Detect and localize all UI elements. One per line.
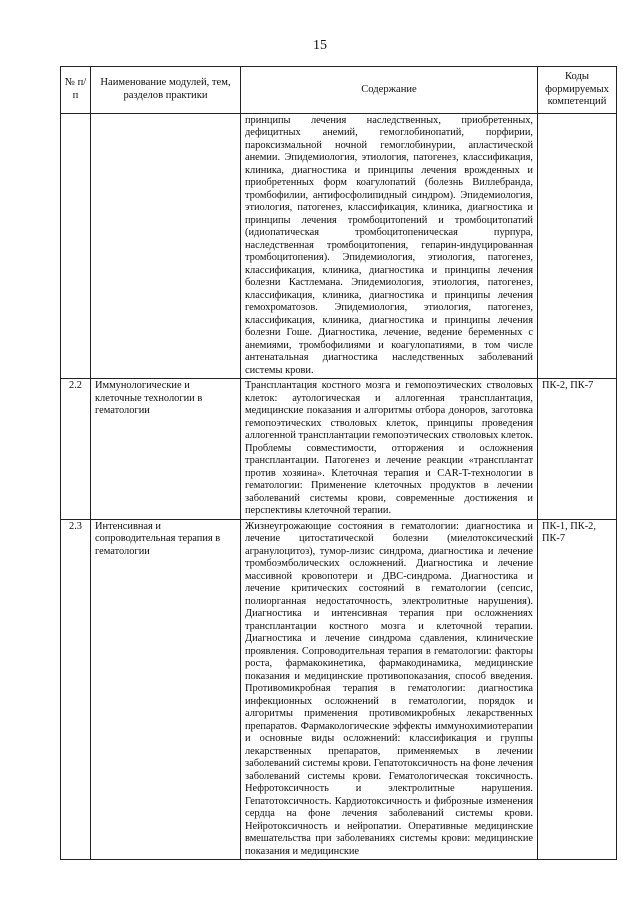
row-codes [538, 113, 617, 379]
row-name [91, 113, 241, 379]
row-content: Жизнеугрожающие состояния в гематологии: диагностика и лечение цитостатической болезни (миелотоксический агранулоцитоз), тумор-лизис синдрома, диагностика и лечение тромбоэмболических осложнений. Диагностика и лечение массивной кровопотери и ДВС-синдрома. Диагностика и лечение критических состояний в гематологии (сепсис, полиорганная недостаточность, электролитные нарушения). Диагностика и интенсивная терапия при осложнениях трансплантации костного мозга и клеточной терапии. Диагностика и лечение синдрома сдавления, клинические проявления. Сопроводительная терапия в гематологии: факторы роста, фармакокинетика, фармакодинамика, медицинские показания и медицинские противопоказания, способ введения. Противомикробная терапия в гематологии: диагностика инфекционных осложнений в гематологии, порядок и алгоритмы применения противомикробных лекарственных препаратов. Фармакологические эффекты иммунохимиотерапии и основные виды осложнений: классификация и группы лекарственных препаратов, применяемых в лечении заболеваний системы крови. Гепатотоксичность на фоне лечения заболеваний системы крови. Гематологическая токсичность. Нефротоксичность и электролитные нарушения. Гепатотоксичность. Кардиотоксичность и фиброзные изменения сердца на фоне лечения заболеваний системы крови. Нейротоксичность и нейропатии. Оперативные медицинские вмешательства при заболеваниях системы крови: медицинские показания и медицинские [241, 519, 538, 860]
row-name: Иммунологические и клеточные технологии в гематологии [91, 379, 241, 520]
page-number: 15 [313, 38, 327, 53]
table-row [61, 379, 617, 520]
row-num [61, 113, 91, 379]
table-row [61, 113, 617, 379]
row-num: 2.2 [61, 379, 91, 520]
row-codes: ПК-1, ПК-2, ПК-7 [538, 519, 617, 860]
row-codes: ПК-2, ПК-7 [538, 379, 617, 520]
header-num: № п/п [61, 67, 91, 114]
row-content: принципы лечения наследственных, приобретенных, дефицитных анемий, гемоглобинопатий, порфирии, пароксизмальной ночной гемоглобинурии, апластической анемии. Эпидемиология, этиология, патогенез, классификация, клиника, диагностика и принципы лечения врожденных и приобретенных форм коагулопатий (болезнь Виллебранда, тромбофилии, антифосфолипидный синдром). Эпидемиология, этиология, патогенез, классификация, клиника, диагностика и принципы лечения тромбоцитопений и тромбоцитопатий (идиопатическая тромбоцитопеническая пурпура, наследственная тромбоцитопения, гепарин-индуцированная тромбоцитопения). Эпидемиология, этиология, патогенез, классификация, клиника, диагностика и принципы лечения болезни Кастлемана. Эпидемиология, этиология, патогенез, классификация, клиника, диагностика и принципы лечения гемохроматозов. Эпидемиология, этиология, патогенез, классификация, клиника, диагностика и принципы лечения болезни Гоше. Диагностика, лечение, ведение беременных с анемиями, тромбофилиями и коагулопатиями, в том числе антенатальная диагностика наследственных заболеваний системы крови. [241, 113, 538, 379]
curriculum-table [60, 66, 617, 860]
row-num: 2.3 [61, 519, 91, 860]
header-content: Содержание [241, 67, 538, 114]
row-content: Трансплантация костного мозга и гемопоэтических стволовых клеток: аутологическая и аллогенная трансплантация, медицинские показания и алгоритмы отбора доноров, заготовка гемопоэтических стволовых клеток, принципы проведения аллогенной трансплантации гемопоэтических стволовых клеток. Проблемы совместимости, отторжения и осложнения трансплантации. Патогенез и лечение реакции «трансплантат против хозяина». Клеточная терапия и CAR-T-технологии в гематологии: Применение клеточных продуктов в лечении заболеваний системы крови, современные достижения и перспективы клеточной терапии. [241, 379, 538, 520]
header-name: Наименование модулей, тем, разделов практики [91, 67, 241, 114]
table-row [61, 519, 617, 860]
row-name: Интенсивная и сопроводительная терапия в гематологии [91, 519, 241, 860]
header-codes: Коды формируемых компетенций [538, 67, 617, 114]
table-header-row [61, 67, 617, 114]
